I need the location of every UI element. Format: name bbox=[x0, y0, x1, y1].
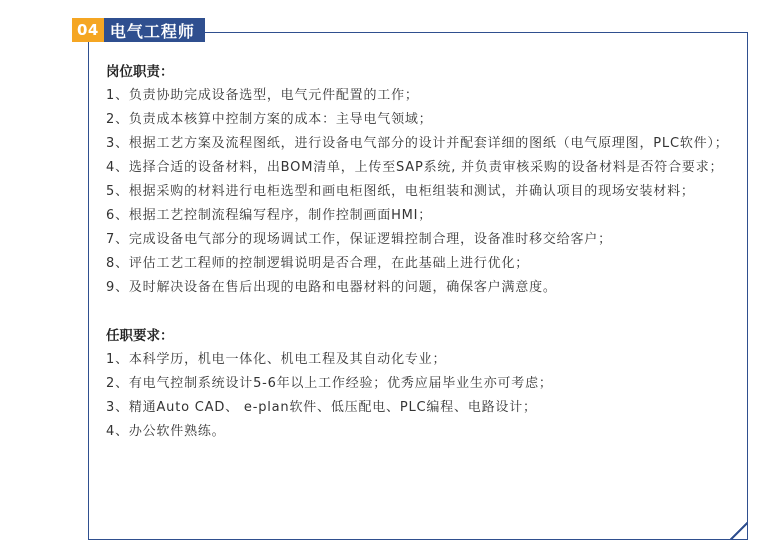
requirement-item: 1、本科学历，机电一体化、机电工程及其自动化专业； bbox=[106, 352, 447, 367]
responsibility-item: 8、评估工艺工程师的控制逻辑说明是否合理，在此基础上进行优化； bbox=[106, 256, 530, 271]
responsibility-item: 4、选择合适的设备材料，出BOM清单，上传至SAP系统, 并负责审核采购的设备材料是否符合要求； bbox=[106, 160, 724, 175]
responsibilities-list bbox=[106, 84, 736, 300]
section-header bbox=[72, 18, 205, 42]
responsibility-item: 7、完成设备电气部分的现场调试工作，保证逻辑控制合理，设备准时移交给客户； bbox=[106, 232, 612, 247]
requirement-item: 2、有电气控制系统设计5-6年以上工作经验；优秀应届毕业生亦可考虑； bbox=[106, 376, 553, 391]
responsibility-item: 3、根据工艺方案及流程图纸，进行设备电气部分的设计并配套详细的图纸（电气原理图，PLC软件）； bbox=[106, 136, 729, 151]
section-number-badge: 04 bbox=[72, 18, 104, 42]
responsibility-item: 5、根据采购的材料进行电柜选型和画电柜图纸，电柜组装和测试，并确认项目的现场安装材料； bbox=[106, 184, 695, 199]
responsibility-item: 1、负责协助完成设备选型，电气元件配置的工作； bbox=[106, 88, 419, 103]
corner-decoration bbox=[730, 522, 748, 540]
responsibility-item: 2、负责成本核算中控制方案的成本：主导电气领域； bbox=[106, 112, 433, 127]
requirement-item: 4、办公软件熟练。 bbox=[106, 424, 226, 439]
responsibility-item: 6、根据工艺控制流程编写程序，制作控制画面HMI； bbox=[106, 208, 433, 223]
responsibilities-title: 岗位职责： bbox=[106, 64, 174, 80]
requirements-list bbox=[106, 348, 736, 444]
requirement-item: 3、精通Auto CAD、 e-plan软件、低压配电、PLC编程、电路设计； bbox=[106, 400, 537, 415]
requirements-title: 任职要求： bbox=[106, 328, 174, 344]
section-spacer bbox=[106, 300, 736, 324]
job-content bbox=[106, 60, 736, 444]
job-title: 电气工程师 bbox=[104, 18, 205, 42]
responsibility-item: 9、及时解决设备在售后出现的电路和电器材料的问题，确保客户满意度。 bbox=[106, 280, 557, 295]
